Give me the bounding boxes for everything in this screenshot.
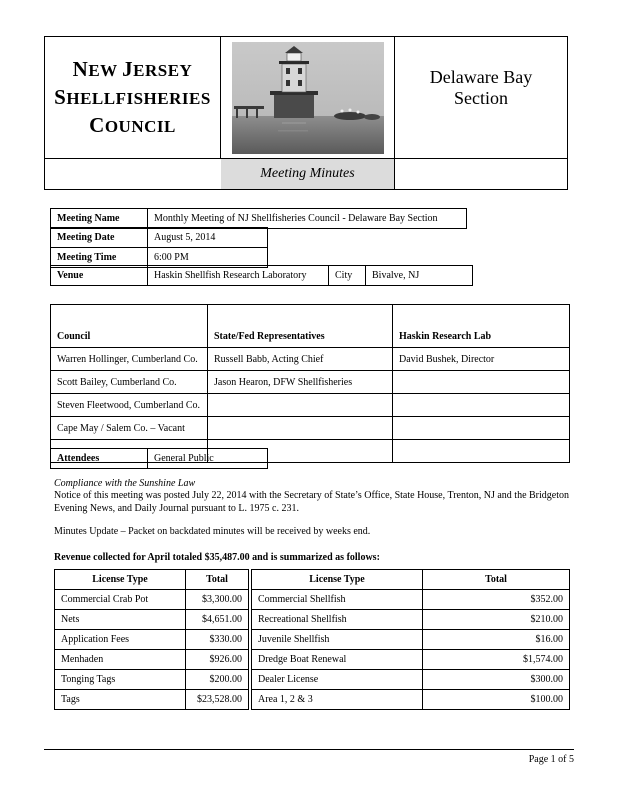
page-number: Page 1 of 5 bbox=[528, 754, 574, 765]
column-header: State/Fed Representatives bbox=[208, 326, 393, 348]
section-title-cell bbox=[395, 37, 567, 159]
venue-value: Haskin Shellfish Research Laboratory bbox=[148, 266, 329, 286]
table-cell: Nets bbox=[55, 610, 186, 630]
table-cell: Recreational Shellfish bbox=[252, 610, 423, 630]
table-cell: Cape May / Salem Co. – Vacant bbox=[51, 417, 208, 440]
table-cell: $330.00 bbox=[186, 630, 249, 650]
council-table bbox=[50, 304, 570, 463]
footer-divider bbox=[44, 749, 574, 750]
table-header-row bbox=[51, 326, 570, 348]
meeting-time-label: Meeting Time bbox=[51, 248, 148, 268]
table-cell: $3,300.00 bbox=[186, 590, 249, 610]
table-cell: $926.00 bbox=[186, 650, 249, 670]
organization-title: NEW JERSEY SHELLFISHERIES COUNCIL bbox=[54, 56, 211, 137]
table-cell: $210.00 bbox=[423, 610, 570, 630]
header-blank-cell bbox=[45, 159, 221, 189]
city-label: City bbox=[329, 266, 366, 286]
table-row bbox=[55, 690, 570, 710]
column-header: License Type bbox=[252, 570, 423, 590]
meeting-date-label: Meeting Date bbox=[51, 228, 148, 248]
table-cell: Tonging Tags bbox=[55, 670, 186, 690]
lighthouse-photo-cell bbox=[221, 37, 395, 159]
table-row bbox=[51, 371, 570, 394]
city-value: Bivalve, NJ bbox=[366, 266, 473, 286]
table-cell: $23,528.00 bbox=[186, 690, 249, 710]
venue-table bbox=[50, 265, 473, 286]
column-header: License Type bbox=[55, 570, 186, 590]
lighthouse-photo bbox=[222, 38, 394, 158]
table-cell: Steven Fleetwood, Cumberland Co. bbox=[51, 394, 208, 417]
sunshine-text: Notice of this meeting was posted July 22, 2014 with the Secretary of State’s Office, State House, Trenton, NJ and the Bridgeton Evening News, and Daily Journal pursuant to L. 1975 c. 231. bbox=[54, 490, 570, 514]
table-cell: Tags bbox=[55, 690, 186, 710]
table-cell: Menhaden bbox=[55, 650, 186, 670]
table-row bbox=[51, 348, 570, 371]
organization-title-cell bbox=[45, 37, 221, 159]
column-header: Council bbox=[51, 326, 208, 348]
table-cell bbox=[208, 417, 393, 440]
meeting-name-table bbox=[50, 208, 467, 229]
table-cell: Dealer License bbox=[252, 670, 423, 690]
table-cell: $200.00 bbox=[186, 670, 249, 690]
table-cell: Scott Bailey, Cumberland Co. bbox=[51, 371, 208, 394]
table-cell: David Bushek, Director bbox=[393, 348, 570, 371]
table-cell: $352.00 bbox=[423, 590, 570, 610]
table-row bbox=[55, 630, 570, 650]
table-row bbox=[55, 670, 570, 690]
table-cell: Juvenile Shellfish bbox=[252, 630, 423, 650]
table-row bbox=[55, 590, 570, 610]
attendees-table bbox=[50, 448, 268, 469]
header-blank-cell bbox=[395, 159, 567, 189]
table-cell: Commercial Shellfish bbox=[252, 590, 423, 610]
table-row bbox=[51, 394, 570, 417]
attendees-value: General Public bbox=[148, 449, 268, 469]
table-row bbox=[55, 610, 570, 630]
minutes-update-text: Minutes Update – Packet on backdated minutes will be received by weeks end. bbox=[54, 526, 371, 537]
table-header-row bbox=[55, 570, 570, 590]
table-cell bbox=[393, 371, 570, 394]
table-row bbox=[51, 417, 570, 440]
table-cell: Russell Babb, Acting Chief bbox=[208, 348, 393, 371]
table-cell: $16.00 bbox=[423, 630, 570, 650]
table-cell bbox=[393, 417, 570, 440]
meeting-name-value: Monthly Meeting of NJ Shellfisheries Council - Delaware Bay Section bbox=[148, 209, 467, 229]
table-cell: Warren Hollinger, Cumberland Co. bbox=[51, 348, 208, 371]
table-cell: Commercial Crab Pot bbox=[55, 590, 186, 610]
meeting-date-value: August 5, 2014 bbox=[148, 228, 268, 248]
table-cell bbox=[393, 440, 570, 463]
table-cell: Jason Hearon, DFW Shellfisheries bbox=[208, 371, 393, 394]
document-header bbox=[44, 36, 568, 190]
table-cell: Area 1, 2 & 3 bbox=[252, 690, 423, 710]
meeting-minutes-label: Meeting Minutes bbox=[221, 159, 395, 189]
column-header: Total bbox=[186, 570, 249, 590]
table-cell: $1,574.00 bbox=[423, 650, 570, 670]
table-cell: $300.00 bbox=[423, 670, 570, 690]
revenue-heading: Revenue collected for April totaled $35,487.00 and is summarized as follows: bbox=[54, 552, 380, 563]
venue-label: Venue bbox=[51, 266, 148, 286]
sunshine-heading: Compliance with the Sunshine Law bbox=[54, 478, 196, 489]
table-cell bbox=[208, 394, 393, 417]
table-cell: Application Fees bbox=[55, 630, 186, 650]
column-header: Total bbox=[423, 570, 570, 590]
revenue-table bbox=[54, 569, 570, 710]
table-cell bbox=[393, 394, 570, 417]
table-row bbox=[55, 650, 570, 670]
table-cell: $100.00 bbox=[423, 690, 570, 710]
column-header: Haskin Research Lab bbox=[393, 326, 570, 348]
table-cell: $4,651.00 bbox=[186, 610, 249, 630]
meeting-name-label: Meeting Name bbox=[51, 209, 148, 229]
meeting-time-value: 6:00 PM bbox=[148, 248, 268, 268]
attendees-label: Attendees bbox=[51, 449, 148, 469]
table-cell: Dredge Boat Renewal bbox=[252, 650, 423, 670]
section-title: Delaware Bay Section bbox=[429, 67, 533, 108]
meeting-date-table bbox=[50, 227, 268, 268]
